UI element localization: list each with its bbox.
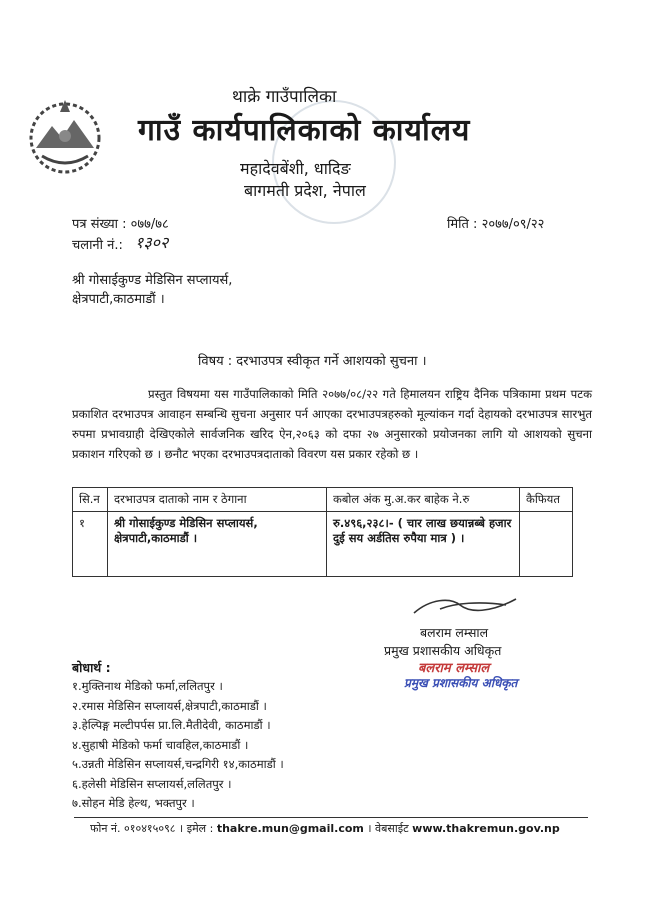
col-sn: सि.न bbox=[73, 488, 108, 512]
bidder-table bbox=[72, 487, 573, 577]
letter-number: पत्र संख्या : ०७७/७८ bbox=[72, 217, 169, 232]
col-amount: कबोल अंक मु.अ.कर बाहेक ने.रु bbox=[327, 488, 520, 512]
footer bbox=[90, 821, 560, 836]
list-item: ३.हेल्पिङ्ग मल्टीपर्पस प्रा.लि.मैतीदेवी, काठमाडौं । bbox=[72, 718, 271, 732]
dispatch-label: चलानी नं.: bbox=[72, 238, 123, 253]
list-item: ४.सुहाषी मेडिको फर्मा चावहिल,काठमाडौं । bbox=[72, 737, 249, 752]
nepal-emblem-icon bbox=[22, 92, 108, 178]
list-item: ७.सोहन मेडि हेल्थ, भक्तपुर । bbox=[72, 796, 195, 810]
dispatch-number: १३०२ bbox=[135, 233, 169, 252]
recipient-address: क्षेत्रपाटी,काठमाडौं । bbox=[72, 292, 165, 307]
stamp-title: प्रमुख प्रशासकीय अधिकृत bbox=[404, 676, 518, 690]
list-item: ६.हलेसी मेडिसिन सप्लायर्स,ललितपुर । bbox=[72, 776, 232, 791]
office-location: महादेवबेंशी, धादिङ bbox=[240, 159, 351, 178]
signature-icon bbox=[410, 595, 520, 617]
cc-list bbox=[72, 677, 284, 814]
footer-email-label: इमेल : bbox=[186, 822, 214, 835]
footer-website-link[interactable]: www.thakremun.gov.np bbox=[412, 822, 560, 835]
footer-website-label: । वेबसाईट bbox=[367, 822, 409, 835]
cc-heading: बोधार्थ : bbox=[72, 660, 111, 675]
footer-divider bbox=[74, 817, 588, 818]
cell-bidder: श्री गोसाईकुण्ड मेडिसिन सप्लायर्स, क्षेत्रपाटी,काठमाडौं । bbox=[108, 512, 327, 577]
list-item: ५.उन्नती मेडिसिन सप्लायर्स,चन्द्रगिरी १४,काठमाडौं । bbox=[72, 757, 284, 771]
letter-body: प्रस्तुत विषयमा यस गाउँपालिकाको मिति २०७७/०८/२२ गते हिमालयन राष्ट्रिय दैनिक पत्रिकामा प्रथम पटक प्रकाशित दरभाउपत्र आवाहन सम्बन्धि सुचना अनुसार पर्न आएका दरभाउपत्रहरुको मूल्यांकन गर्दा देहायको दरभाउपत्र सारभुत रुपमा प्रभावग्राही देखिएकोले सार्वजनिक खरिद ऐन,२०६३ को दफा २७ अनुसारको प्रयोजनका लागि यो आशयको सुचना प्रकाशन गरिएको छ । छनौट भएका दरभाउपत्रदाताको विवरण यस प्रकार रहेको छ । bbox=[72, 387, 592, 461]
table-header-row bbox=[73, 488, 573, 512]
signatory-title: प्रमुख प्रशासकीय अधिकृत bbox=[384, 643, 502, 658]
recipient-name: श्री गोसाईकुण्ड मेडिसिन सप्लायर्स, bbox=[72, 273, 233, 288]
table-row bbox=[73, 512, 573, 577]
signatory-name: बलराम लम्साल bbox=[420, 625, 489, 640]
col-remarks: कैफियत bbox=[520, 488, 573, 512]
office-title: गाउँ कार्यपालिकाको कार्यालय bbox=[138, 113, 471, 148]
office-province: बागमती प्रदेश, नेपाल bbox=[244, 181, 366, 200]
letter-subject: विषय : दरभाउपत्र स्वीकृत गर्ने आशयको सुचना । bbox=[198, 354, 427, 369]
col-bidder: दरभाउपत्र दाताको नाम र ठेगाना bbox=[108, 488, 327, 512]
footer-phone: फोन नं. ०१०४१५०९८ । bbox=[90, 822, 184, 835]
letter-date: मिति : २०७७/०९/२२ bbox=[447, 217, 545, 232]
cell-amount: रु.४९६,२३८।- ( चार लाख छयान्नब्बे हजार दुई सय अर्डतिस रुपैया मात्र ) । bbox=[327, 512, 520, 577]
municipality-name: थाक्रे गाउँपालिका bbox=[232, 87, 337, 107]
cell-remarks bbox=[520, 512, 573, 577]
footer-email-link[interactable]: thakre.mun@gmail.com bbox=[216, 822, 364, 835]
list-item: २.रमास मेडिसिन सप्लायर्स,क्षेत्रपाटी,काठमाडौं । bbox=[72, 698, 267, 713]
list-item: १.मुक्तिनाथ मेडिको फर्मा,ललितपुर । bbox=[72, 679, 223, 693]
cell-sn: १ bbox=[73, 512, 108, 577]
stamp-name: बलराम लम्साल bbox=[418, 661, 490, 676]
